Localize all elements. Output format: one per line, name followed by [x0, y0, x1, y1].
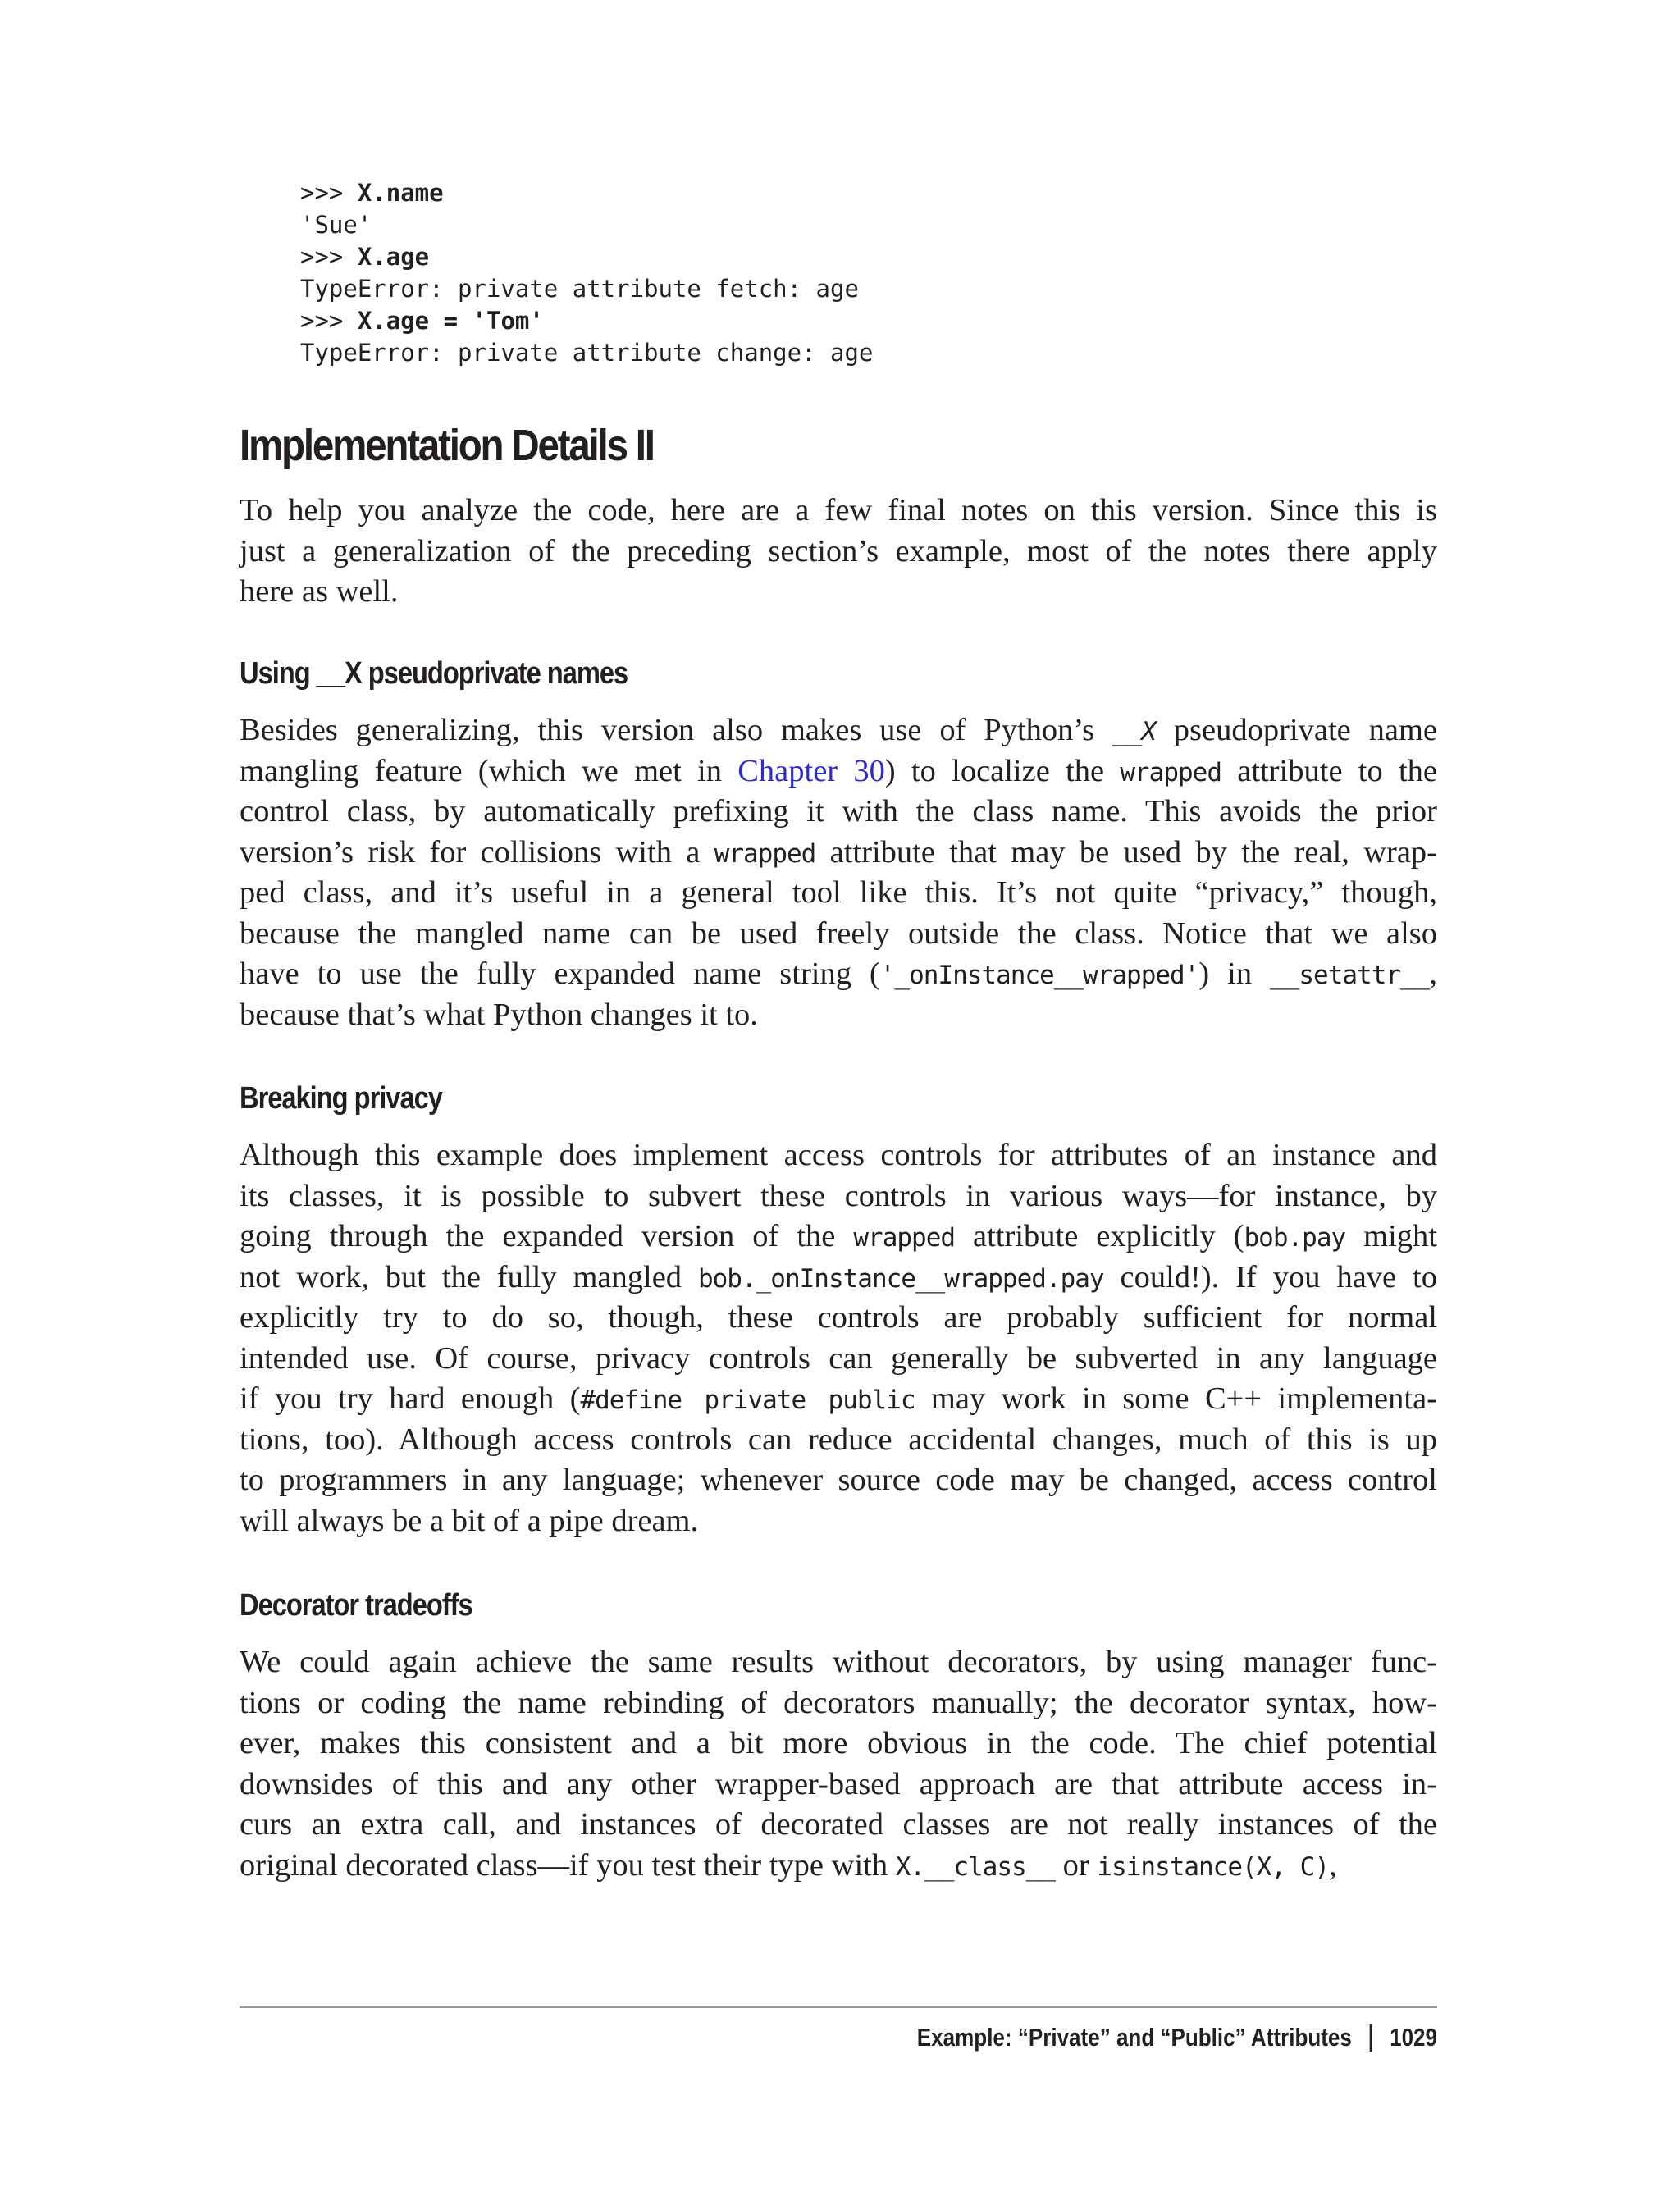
- text-run: mangling feature (which we met in: [240, 753, 738, 788]
- text-run: ,: [1429, 956, 1437, 991]
- text-line: [240, 1176, 1437, 1217]
- text-line: [240, 1723, 1437, 1764]
- text-run: have to use the fully expanded name string (: [240, 956, 880, 991]
- footer-separator: [1370, 2024, 1372, 2052]
- text-line: [240, 1258, 1437, 1299]
- code-line: [300, 241, 873, 273]
- text-run: intended use. Of course, privacy controls can generally be subverted in any language: [240, 1340, 1437, 1376]
- text-run: pseudoprivate name: [1155, 713, 1437, 747]
- text-run: downsides of this and any other wrapper-based approach are that attribute access in-: [240, 1766, 1437, 1801]
- text-run: We could again achieve the same results without decorators, by using manager func-: [240, 1645, 1437, 1679]
- text-run: may work in some C++ implementa-: [915, 1381, 1437, 1416]
- code-text: TypeError: private attribute change: age: [300, 339, 874, 367]
- inline-code: '_onInstance__wrapped': [879, 961, 1199, 990]
- code-line: [300, 177, 873, 209]
- inline-code: __setattr__: [1270, 961, 1430, 990]
- subheading-decorator-tradeoffs: Decorator tradeoffs: [240, 1588, 472, 1623]
- text-line: [240, 995, 1437, 1036]
- text-run: could!). If you have to: [1103, 1259, 1437, 1294]
- text-run: ,: [1329, 1847, 1337, 1883]
- text-run: ped class, and it’s useful in a general tool like this. It’s not quite “privacy,” though,: [240, 875, 1437, 910]
- intro-paragraph: [240, 491, 1437, 613]
- text-line: here as well.: [240, 574, 399, 609]
- text-run: its classes, it is possible to subvert these controls in various ways—for instance, by: [240, 1178, 1437, 1213]
- text-line: [240, 1379, 1437, 1420]
- chapter-link[interactable]: Chapter 30: [737, 753, 885, 788]
- text-run: tions, too). Although access controls can reduce accidental changes, much of this is up: [240, 1422, 1437, 1457]
- text-run: will always be a bit of a pipe dream.: [240, 1503, 699, 1538]
- text-line: [240, 1420, 1437, 1461]
- inline-code: wrapped: [1120, 757, 1221, 788]
- text-run: tions or coding the name rebinding of decorators manually; the decorator syntax, how-: [240, 1685, 1437, 1720]
- code-input: X.age = 'Tom': [357, 307, 544, 335]
- text-run: might: [1345, 1219, 1437, 1253]
- text-run: ) in: [1198, 956, 1271, 991]
- text-run: explicitly try to do so, though, these controls are probably sufficient for normal: [240, 1300, 1437, 1335]
- text-run: version’s risk for collisions with a: [240, 834, 714, 870]
- text-line: [240, 1339, 1437, 1380]
- text-line: To help you analyze the code, here are a few final notes on this version. Since this is: [240, 493, 1437, 527]
- text-line: [240, 1298, 1437, 1339]
- footer-rule: [240, 2006, 1437, 2008]
- text-run: Besides generalizing, this version also makes use of Python’s: [240, 713, 1112, 747]
- text-line: [240, 1846, 1437, 1887]
- text-run: going through the expanded version of the: [240, 1219, 854, 1253]
- inline-code: isinstance(X, C): [1097, 1851, 1329, 1882]
- text-run: attribute that may be used by the real, wrap-: [815, 834, 1437, 870]
- text-run: curs an extra call, and instances of decorated classes are not really instances of the: [240, 1807, 1437, 1842]
- text-run: Although this example does implement access controls for attributes of an instance and: [240, 1138, 1437, 1172]
- text-run: because that’s what Python changes it to.: [240, 997, 758, 1032]
- text-line: [240, 1642, 1437, 1683]
- inline-code: wrapped: [714, 838, 816, 869]
- inline-code: X.__class__: [895, 1851, 1056, 1882]
- code-input: X.name: [357, 179, 444, 207]
- text-line: [240, 1217, 1437, 1258]
- subheading-pseudoprivate: Using __X pseudoprivate names: [240, 656, 628, 691]
- code-text: TypeError: private attribute fetch: age: [300, 275, 859, 303]
- text-run: ever, makes this consistent and a bit more obvious in the code. The chief potential: [240, 1726, 1437, 1760]
- text-line: [240, 914, 1437, 955]
- code-input: X.age: [357, 243, 430, 271]
- page-number: 1029: [1390, 2023, 1437, 2052]
- text-line: [240, 1764, 1437, 1806]
- text-line: [240, 1683, 1437, 1724]
- text-run: original decorated class—if you test their type with: [240, 1847, 896, 1883]
- text-run: attribute explicitly (: [955, 1219, 1244, 1253]
- inline-code: #define private public: [580, 1386, 915, 1415]
- paragraph-decorator-tradeoffs: [240, 1642, 1437, 1886]
- text-line: [240, 1460, 1437, 1501]
- text-run: or: [1055, 1847, 1098, 1883]
- text-line: [240, 710, 1437, 751]
- code-line: [300, 337, 873, 369]
- inline-code: bob.pay: [1244, 1223, 1346, 1253]
- text-line: [240, 833, 1437, 874]
- text-line: [240, 1805, 1437, 1846]
- text-run: to programmers in any language; whenever source code may be changed, access control: [240, 1463, 1437, 1497]
- text-line: [240, 792, 1437, 833]
- paragraph-breaking-privacy: [240, 1135, 1437, 1541]
- code-listing: [300, 177, 873, 369]
- text-line: [240, 751, 1437, 792]
- inline-code: bob._onInstance__wrapped.pay: [697, 1263, 1104, 1294]
- running-footer: [917, 2023, 1437, 2052]
- code-text: 'Sue': [300, 211, 372, 239]
- code-text: >>>: [300, 307, 358, 335]
- code-line: [300, 209, 873, 241]
- subheading-breaking-privacy: Breaking privacy: [240, 1081, 442, 1116]
- section-heading: Implementation Details II: [240, 421, 654, 470]
- code-line: [300, 273, 873, 305]
- text-run: because the mangled name can be used freely outside the class. Notice that we also: [240, 915, 1437, 951]
- text-line: just a generalization of the preceding section’s example, most of the notes there apply: [240, 533, 1437, 568]
- text-run: ) to localize the: [884, 753, 1121, 788]
- code-text: >>>: [300, 179, 358, 207]
- text-line: [240, 873, 1437, 914]
- code-line: [300, 305, 873, 337]
- paragraph-pseudoprivate: [240, 710, 1437, 1035]
- text-run: control class, by automatically prefixing it with the class name. This avoids the prior: [240, 794, 1437, 829]
- text-run: attribute to the: [1221, 753, 1438, 788]
- text-run: if you try hard enough (: [240, 1381, 581, 1416]
- code-text: >>>: [300, 243, 358, 271]
- text-line: [240, 1135, 1437, 1176]
- inline-code: wrapped: [853, 1223, 956, 1253]
- text-line: [240, 954, 1437, 995]
- footer-title: Example: “Private” and “Public” Attributes: [916, 2023, 1352, 2052]
- text-line: [240, 1501, 1437, 1542]
- inline-code-italic: __X: [1112, 717, 1156, 746]
- text-run: not work, but the fully mangled: [240, 1259, 698, 1294]
